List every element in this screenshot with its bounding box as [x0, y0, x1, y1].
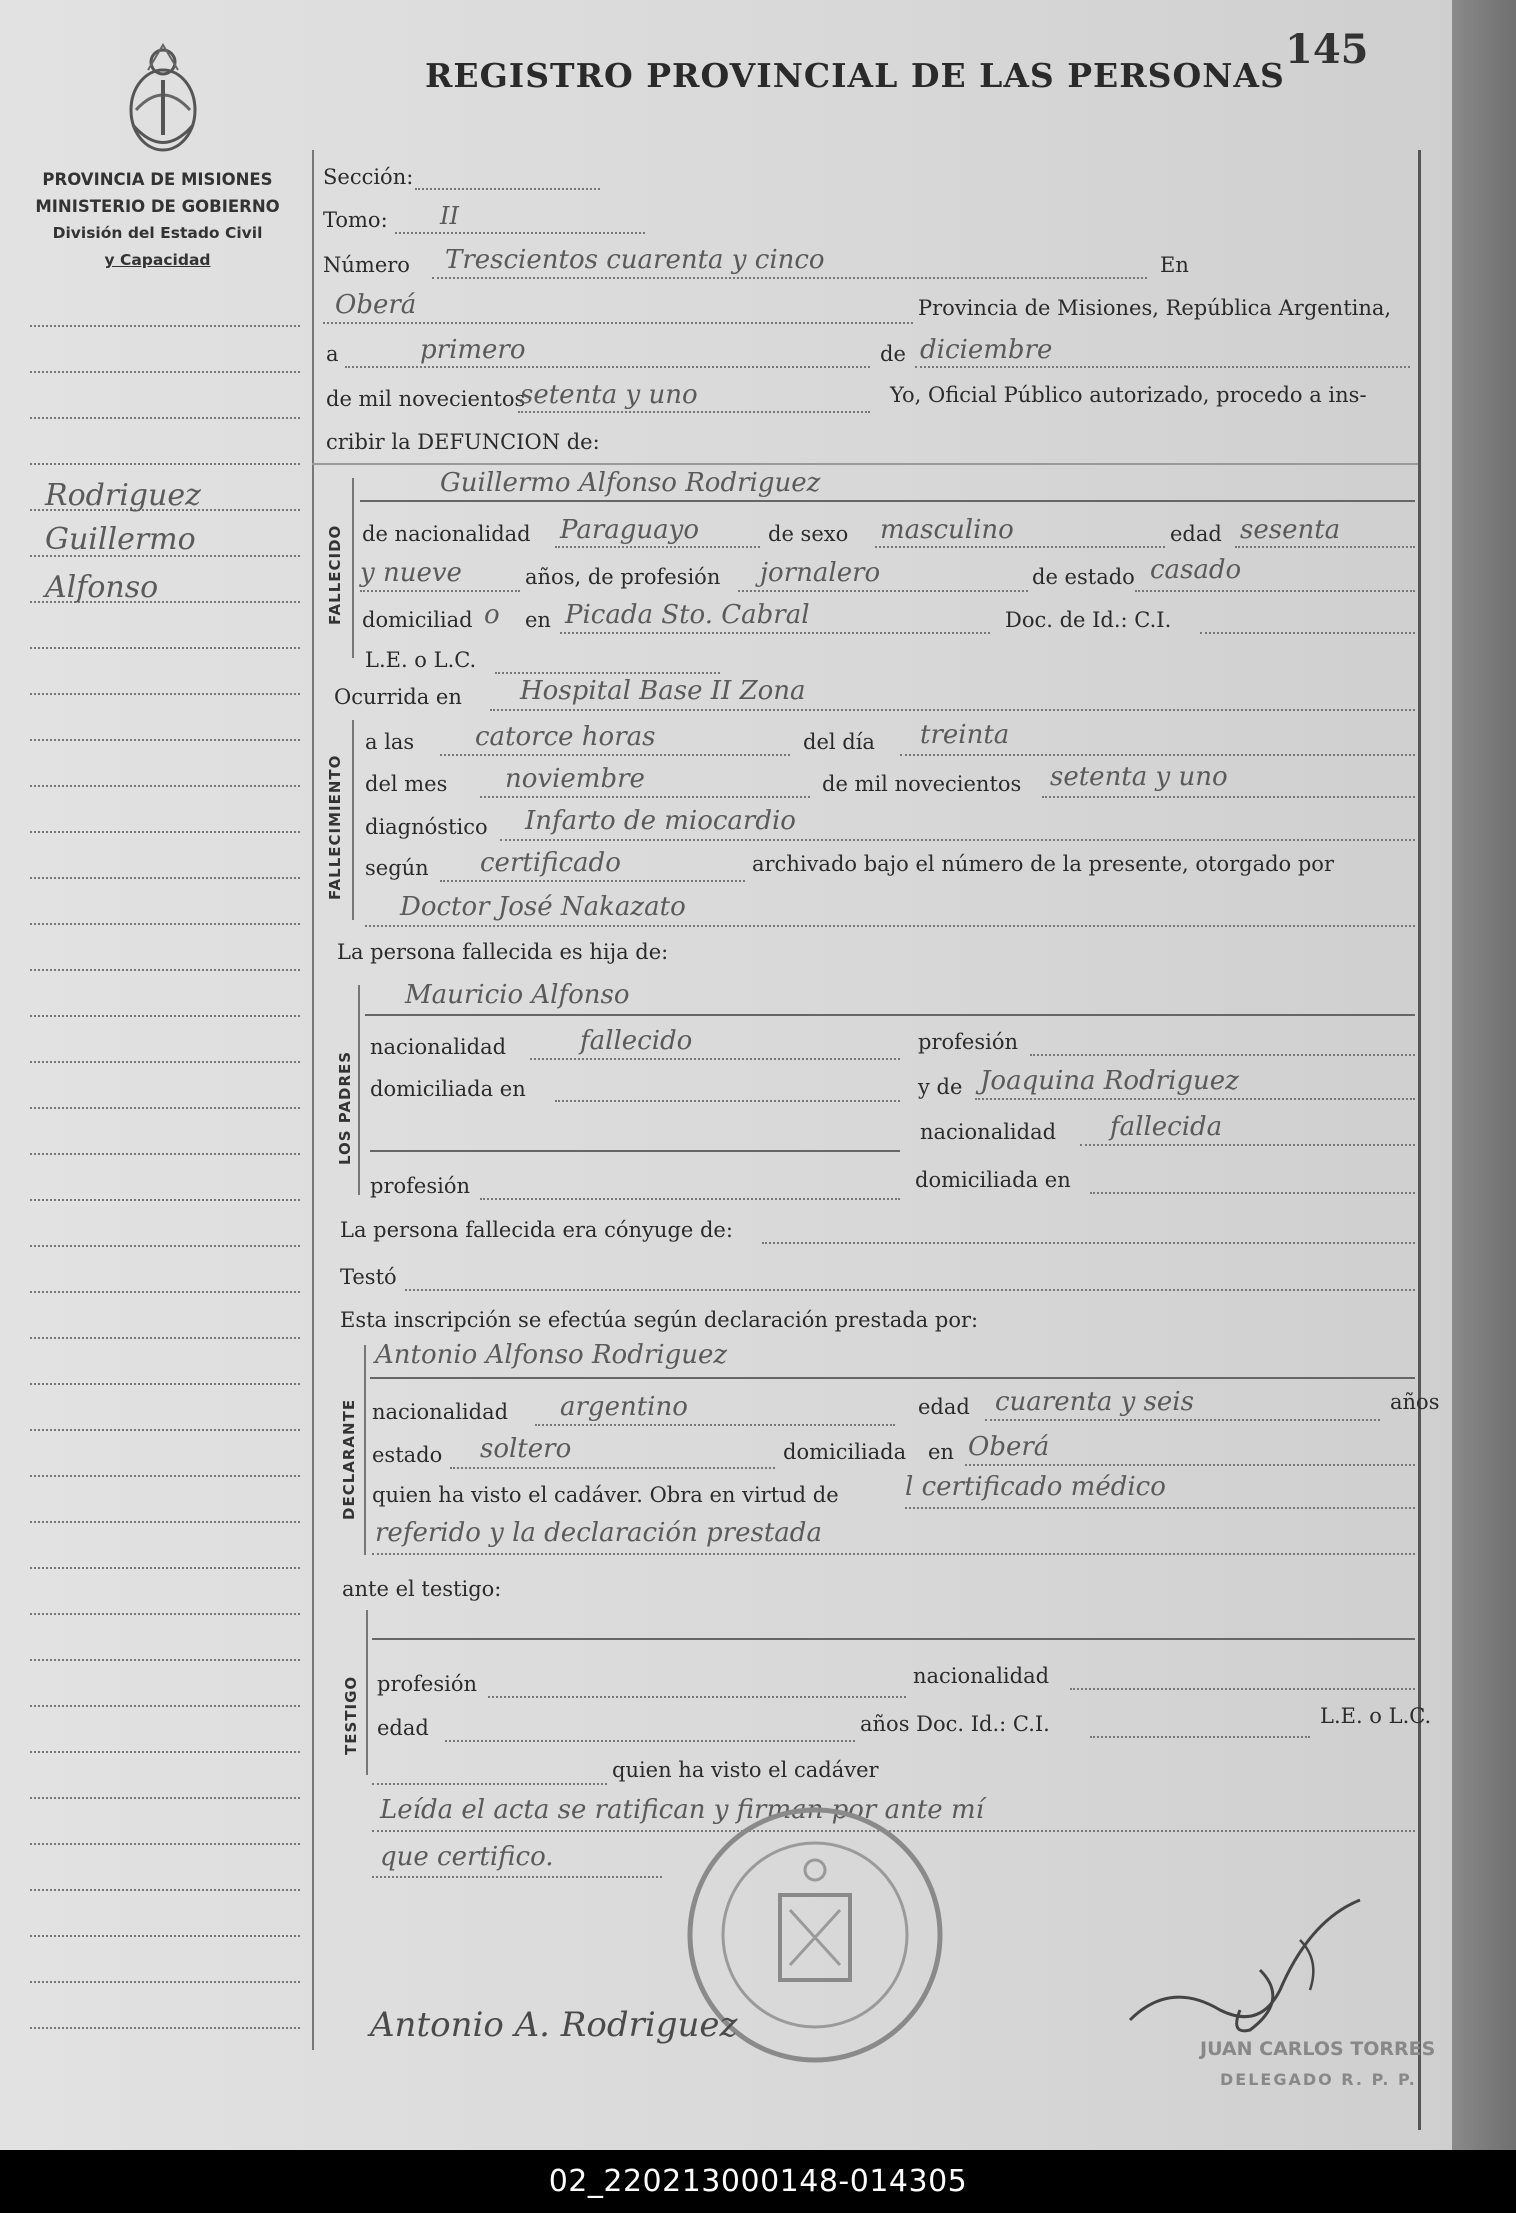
margin-rule-line — [30, 693, 300, 695]
domicilio-value: Picada Sto. Cabral — [565, 600, 810, 630]
m-nacionalidad-line — [1080, 1144, 1415, 1146]
conyuge-label: La persona fallecida era cónyuge de: — [340, 1218, 733, 1242]
margin-rule-line — [30, 1153, 300, 1155]
edad2-line — [360, 590, 520, 592]
margin-rule-line — [30, 1567, 300, 1569]
mes2-line — [480, 796, 810, 798]
seccion-label: Sección: — [323, 165, 414, 189]
segun-label: según — [365, 856, 429, 880]
margin-rule-line — [30, 1107, 300, 1109]
conyuge-line — [762, 1242, 1415, 1244]
t-nacionalidad-label: nacionalidad — [913, 1664, 1050, 1688]
a-label: a — [326, 342, 339, 366]
t-profesion-line — [488, 1696, 906, 1698]
file-caption: 02_220213000148-014305 — [0, 2150, 1516, 2213]
sexo-value: masculino — [880, 515, 1014, 545]
p-profesion-label: profesión — [918, 1030, 1018, 1054]
m-nacionalidad-value: fallecida — [1110, 1112, 1223, 1142]
madre-nombre: Joaquina Rodriguez — [980, 1066, 1239, 1096]
dia-line — [345, 366, 870, 368]
d-edad-line — [985, 1419, 1380, 1421]
d-edad-value: cuarenta y seis — [995, 1387, 1194, 1417]
margin-divider — [312, 150, 314, 2050]
padre-line — [365, 1014, 1415, 1016]
mes-line — [915, 366, 1410, 368]
obra-value2: referido y la declaración prestada — [375, 1518, 822, 1548]
domiciliado-label: domiciliad — [362, 608, 473, 632]
cribir-label: cribir la DEFUNCION de: — [326, 430, 600, 454]
hora-line — [440, 754, 790, 756]
t-edad-line — [445, 1740, 855, 1742]
padres-blank-line — [370, 1150, 900, 1152]
seccion-line — [415, 188, 600, 190]
inscripcion-label: Esta inscripción se efectúa según declaración prestada por: — [340, 1308, 979, 1332]
anio-line — [518, 411, 870, 413]
mil-label: de mil novecientos — [326, 387, 526, 411]
diagnostico-line — [500, 839, 1415, 841]
sexo-line — [875, 546, 1165, 548]
margin-rule-line — [30, 463, 300, 465]
d-anios-label: años — [1390, 1390, 1440, 1414]
document-title: REGISTRO PROVINCIAL DE LAS PERSONAS — [425, 56, 1285, 95]
profesion-value: jornalero — [760, 558, 881, 588]
d-nacionalidad-value: argentino — [560, 1392, 688, 1422]
margin-middlename: Alfonso — [45, 570, 159, 605]
declarante-nombre: Antonio Alfonso Rodriguez — [375, 1340, 728, 1370]
margin-rule-line — [30, 1199, 300, 1201]
archivado-label: archivado bajo el número de la presente, otorgado por — [752, 852, 1334, 876]
margin-rule-line — [30, 417, 300, 419]
padres-bracket — [358, 985, 360, 1195]
leida-value: Leída el acta se ratifican y firman por ante mí — [380, 1795, 984, 1825]
doctor-value: Doctor José Nakazato — [400, 892, 686, 922]
mil2-label: de mil novecientos — [822, 772, 1022, 796]
section-divider — [312, 463, 1418, 465]
testo-label: Testó — [340, 1265, 397, 1289]
declarante-bracket — [364, 1345, 366, 1555]
anio2-line — [1042, 796, 1415, 798]
d-estado-label: estado — [372, 1443, 443, 1467]
margin-rule-line — [30, 371, 300, 373]
hija-label: La persona fallecida es hija de: — [337, 940, 669, 964]
t-profesion-label: profesión — [377, 1672, 477, 1696]
t-quien-line — [372, 1783, 607, 1785]
official-name: JUAN CARLOS TORRES — [1200, 2038, 1436, 2060]
ministry-line4: y Capacidad — [104, 251, 211, 269]
ocurrida-label: Ocurrida en — [334, 685, 462, 709]
margin-rule-line — [30, 831, 300, 833]
p-nacionalidad-label: nacionalidad — [370, 1035, 507, 1059]
margin-rule-line — [30, 1245, 300, 1247]
m-domiciliada-label: domiciliada en — [915, 1168, 1071, 1192]
margin-rule-line — [30, 1935, 300, 1937]
del-mes-label: del mes — [365, 772, 448, 796]
margin-rule-line — [30, 1291, 300, 1293]
d-domicilio-value: Oberá — [968, 1432, 1050, 1462]
provincia-label: Provincia de Misiones, República Argentina, — [918, 296, 1392, 320]
fallecido-nombre-line — [360, 500, 1415, 502]
t-anios-label: años Doc. Id.: C.I. — [860, 1712, 1050, 1736]
d-edad-label: edad — [918, 1395, 970, 1419]
tomo-label: Tomo: — [323, 208, 388, 232]
lugar-value: Oberá — [335, 290, 417, 320]
quien-label: quien ha visto el cadáver. Obra en virtud de — [372, 1483, 839, 1507]
fallecimiento-side-label: FALLECIMIENTO — [326, 754, 344, 900]
madre-line — [975, 1098, 1415, 1100]
m-domiciliada-line — [1090, 1192, 1415, 1194]
d-estado-line — [450, 1467, 775, 1469]
margin-rule-line — [30, 785, 300, 787]
t-quien-label: quien ha visto el cadáver — [612, 1758, 879, 1782]
margin-rule-line — [30, 1751, 300, 1753]
yo-label: Yo, Oficial Público autorizado, procedo a ins- — [890, 383, 1367, 407]
dia-value: primero — [420, 335, 526, 365]
m-nacionalidad-label: nacionalidad — [920, 1120, 1057, 1144]
d-nacionalidad-label: nacionalidad — [372, 1400, 509, 1424]
testigo-line — [372, 1638, 1415, 1640]
del-dia-label: del día — [803, 730, 875, 754]
p-domiciliada-label: domiciliada en — [370, 1077, 526, 1101]
tomo-line — [395, 232, 645, 234]
margin-rule-line — [30, 1061, 300, 1063]
estado-label: de estado — [1032, 565, 1135, 589]
margin-rule-line — [30, 969, 300, 971]
margin-rule-line — [30, 1705, 300, 1707]
ministry-block — [20, 166, 295, 274]
leida2-line — [372, 1876, 662, 1878]
segun-value: certificado — [480, 848, 621, 878]
numero-line — [432, 277, 1147, 279]
profesion-line — [738, 590, 1028, 592]
edad-value: sesenta — [1240, 515, 1341, 545]
doc-line — [1200, 632, 1415, 634]
nacionalidad-line — [555, 546, 760, 548]
obra-value: l certificado médico — [905, 1472, 1166, 1502]
margin-rule-line — [30, 1981, 300, 1983]
numero-label: Número — [323, 253, 410, 277]
anio2-value: setenta y uno — [1050, 762, 1228, 792]
margin-rule-line — [30, 1015, 300, 1017]
declarante-signature: Antonio A. Rodriguez — [370, 2005, 738, 2045]
t-doc-line — [1090, 1736, 1310, 1738]
edad-value2: y nueve — [360, 558, 462, 588]
margin-rule-line — [30, 1337, 300, 1339]
le-label: L.E. o L.C. — [365, 648, 477, 672]
fallecido-bracket — [352, 478, 354, 658]
lugar-line — [323, 322, 913, 324]
ocurrida-value: Hospital Base II Zona — [520, 676, 806, 706]
binding-edge — [1452, 0, 1516, 2150]
edad-label: edad — [1170, 522, 1222, 546]
d-domiciliada-label: domiciliada — [783, 1440, 907, 1464]
ante-label: ante el testigo: — [342, 1577, 502, 1601]
ministry-line3: División del Estado Civil — [52, 224, 263, 242]
margin-rule-line — [30, 1659, 300, 1661]
segun-line — [440, 880, 745, 882]
obra2-line — [372, 1553, 1415, 1555]
t-nacionalidad-line — [1070, 1688, 1415, 1690]
domiciliado-suffix: o — [484, 600, 500, 630]
tomo-value: II — [440, 202, 459, 230]
margin-firstname: Guillermo — [45, 522, 196, 557]
diagnostico-value: Infarto de miocardio — [525, 806, 796, 836]
d-estado-value: soltero — [480, 1434, 572, 1464]
declarante-side-label: DECLARANTE — [340, 1398, 358, 1520]
anios-label: años, de profesión — [525, 565, 721, 589]
d-domicilio-line — [965, 1464, 1415, 1466]
margin-rule-line — [30, 739, 300, 741]
declarante-line — [370, 1377, 1415, 1379]
a-las-label: a las — [365, 730, 415, 754]
testigo-bracket — [366, 1610, 368, 1775]
margin-rule-line — [30, 1797, 300, 1799]
fallecimiento-bracket — [352, 720, 354, 920]
estado-value: casado — [1150, 555, 1242, 585]
t-le-label: L.E. o L.C. — [1320, 1704, 1432, 1728]
anio-value: setenta y uno — [520, 380, 698, 410]
fallecido-side-label: FALLECIDO — [326, 524, 344, 625]
testigo-side-label: TESTIGO — [342, 1675, 360, 1755]
fallecido-nombre: Guillermo Alfonso Rodriguez — [440, 468, 821, 498]
official-signature-icon — [1110, 1880, 1370, 2040]
domicilio-line — [560, 632, 990, 634]
hora-value: catorce horas — [475, 722, 656, 752]
edad-line — [1235, 546, 1415, 548]
margin-rule-line — [30, 1843, 300, 1845]
margin-rule-line — [30, 1475, 300, 1477]
margin-rule-line — [30, 1429, 300, 1431]
doctor-line — [365, 925, 1415, 927]
numero-value: Trescientos cuarenta y cinco — [445, 245, 825, 275]
official-title: DELEGADO R. P. P. — [1220, 2070, 1417, 2089]
sexo-label: de sexo — [768, 522, 849, 546]
p-nacionalidad-value: fallecido — [580, 1026, 693, 1056]
margin-rule-line — [30, 1383, 300, 1385]
margin-rule-line — [30, 647, 300, 649]
margin-surname: Rodriguez — [45, 478, 201, 513]
p-profesion-line — [1030, 1054, 1415, 1056]
y-de-label: y de — [918, 1075, 963, 1099]
nacionalidad-label: de nacionalidad — [362, 522, 531, 546]
margin-rule-line — [30, 923, 300, 925]
estado-line — [1135, 590, 1415, 592]
right-border — [1418, 150, 1421, 2130]
de-label: de — [880, 342, 906, 366]
en2-label: en — [525, 608, 551, 632]
margin-rule-line — [30, 1889, 300, 1891]
ocurrida-line — [490, 709, 1415, 711]
le-line — [495, 672, 720, 674]
mes2-value: noviembre — [505, 764, 645, 794]
m-profesion-line — [480, 1198, 900, 1200]
en-label: En — [1160, 253, 1189, 277]
obra-line — [905, 1507, 1415, 1509]
margin-rule-line — [30, 1613, 300, 1615]
ministry-line1: PROVINCIA DE MISIONES — [42, 170, 273, 189]
mes-value: diciembre — [920, 335, 1053, 365]
m-profesion-label: profesión — [370, 1174, 470, 1198]
margin-rule-line — [30, 1521, 300, 1523]
coat-of-arms-icon — [118, 40, 208, 160]
d-nacionalidad-line — [535, 1424, 895, 1426]
d-en-label: en — [928, 1440, 954, 1464]
dia2-line — [900, 754, 1415, 756]
t-edad-label: edad — [377, 1716, 429, 1740]
p-nacionalidad-line — [530, 1058, 900, 1060]
nacionalidad-value: Paraguayo — [560, 515, 699, 545]
dia2-value: treinta — [920, 720, 1010, 750]
margin-rule-line — [30, 325, 300, 327]
testo-line — [405, 1289, 1415, 1291]
doc-label: Doc. de Id.: C.I. — [1005, 608, 1172, 632]
page-number: 145 — [1285, 26, 1369, 73]
leida-value2: que certifico. — [380, 1842, 554, 1872]
ministry-line2: MINISTERIO DE GOBIERNO — [35, 197, 280, 216]
padre-nombre: Mauricio Alfonso — [405, 980, 630, 1010]
p-domiciliada-line — [555, 1100, 900, 1102]
margin-rule-line — [30, 877, 300, 879]
padres-side-label: LOS PADRES — [336, 1050, 354, 1165]
margin-rule-line — [30, 2027, 300, 2029]
diagnostico-label: diagnóstico — [365, 815, 488, 839]
